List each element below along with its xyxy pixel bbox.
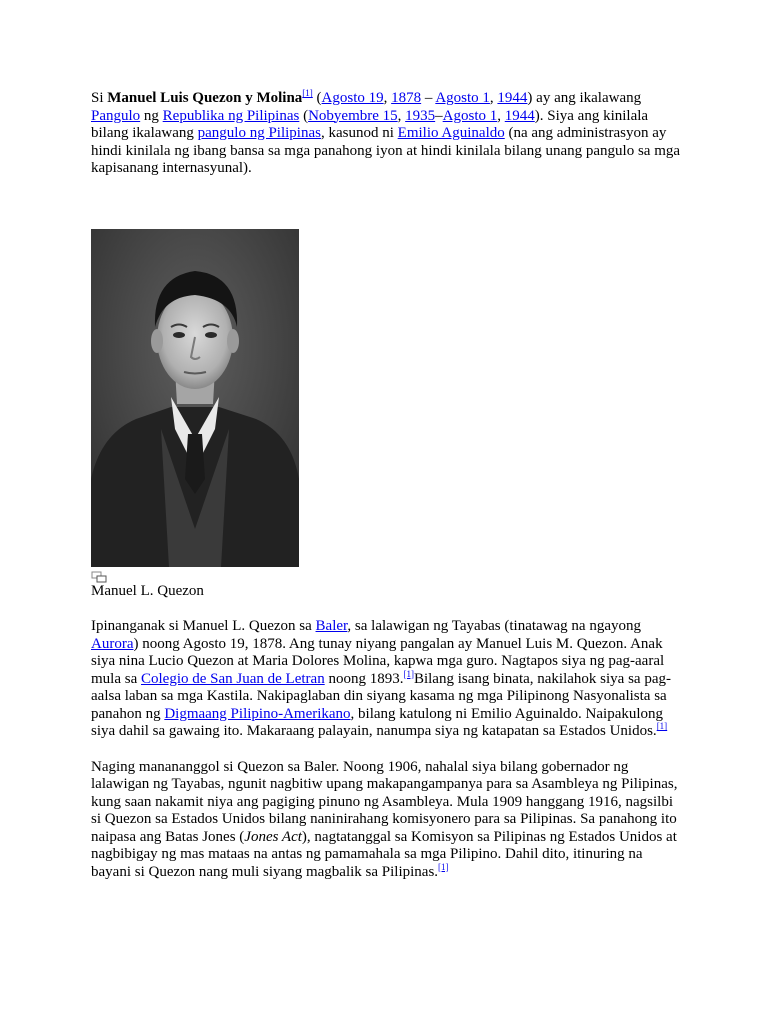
body-text: Ipinanganak si Manuel L. Quezon sa (91, 618, 316, 634)
body-text: , sa lalawigan ng Tayabas (tinatawag na ngayong (347, 618, 641, 634)
intro-text: , (383, 90, 392, 106)
intro-text: , kasunod ni (320, 125, 398, 141)
intro-text: – (421, 90, 436, 106)
intro-text: , (489, 90, 498, 106)
intro-text: , (497, 107, 505, 124)
intro-text: Si (91, 90, 108, 106)
intro-paragraph (91, 90, 681, 178)
jones-act-italic: Jones Act (244, 828, 302, 845)
link-agosto-1-b[interactable]: Agosto 1 (442, 107, 498, 124)
link-agosto-19[interactable]: Agosto 19 (321, 90, 384, 106)
intro-text: – (435, 107, 443, 124)
link-1944[interactable]: 1944 (497, 90, 528, 106)
portrait-figure (91, 229, 681, 601)
intro-text: , (397, 107, 406, 124)
intro-text: ng (140, 107, 163, 124)
biography-paragraph (91, 618, 681, 741)
intro-text: (na ang administrasyon ay hindi kinilala ng ibang bansa sa mga panahong iyon at hindi kinilala bilang unang pangulo sa mga kapisanang internasyunal). (91, 125, 681, 176)
intro-text: ( (299, 107, 309, 124)
link-1878[interactable]: 1878 (391, 90, 422, 106)
reference-link[interactable]: [1] (302, 88, 313, 98)
intro-text: ) ay ang ikalawang (527, 90, 642, 106)
reference-link[interactable]: [1] (656, 721, 668, 731)
body-text: , bilang katulong ni Emilio Aguinaldo. Naipakulong siya dahil sa gawaing ito. Makaraang palayain, nanumpa siya ng katapatan sa Estados Unidos. (91, 705, 664, 739)
link-1935[interactable]: 1935 (405, 107, 436, 124)
article-body (91, 90, 681, 881)
link-1944-b[interactable]: 1944 (504, 107, 535, 124)
link-agosto-1[interactable]: Agosto 1 (435, 90, 490, 106)
body-text: Bilang isang binata, nakilahok siya sa pag-aalsa laban sa mga Kastila. Nakipaglaban din siyang kasama ng mga Pilipinong Nasyonalista sa panahon ng (91, 670, 671, 722)
intro-text: ). Siya ang kinilala bilang ikalawang (91, 107, 649, 141)
link-baler[interactable]: Baler (315, 618, 348, 634)
link-pangulo[interactable]: Pangulo (91, 107, 141, 124)
link-nobyembre-15[interactable]: Nobyembre 15 (308, 107, 398, 124)
figure-caption: Manuel L. Quezon (91, 582, 204, 599)
body-text: Naging manananggol si Quezon sa Baler. Noong 1906, nahalal siya bilang gobernador ng lalawigan ng Tayabas, ngunit nagbitiw upang makapangampanya para sa Asambleya ng Pilipinas, kung saan nakamit niya ang pagiging pinuno ng Asambleya. Mula 1909 hanggang 1916, nagsilbi si Quezon sa Estados Unidos bilang naninirahang komisyonero para sa Pilipinas. Sa panahong ito naipasa ang Batas Jones ( (91, 758, 678, 845)
reference-link[interactable]: [1] (403, 668, 414, 679)
link-emilio-aguinaldo[interactable]: Emilio Aguinaldo (397, 125, 505, 141)
link-colegio-de-san-juan-de-letran[interactable]: Colegio de San Juan de Letran (141, 670, 325, 687)
portrait-photo[interactable] (91, 229, 299, 567)
enlarge-icon[interactable] (91, 571, 107, 583)
body-text: ), nagtatanggal sa Komisyon sa Pilipinas ng Estados Unidos at nagbibigay ng mas mataas na antas ng pamamahala sa mga Pilipino. Dahil dito, itinuring na bayani si Quezon nang muli siyang magbalik sa Pilipinas. (91, 828, 677, 880)
reference-link[interactable]: [1] (438, 861, 449, 872)
link-republika-ng-pilipinas[interactable]: Republika ng Pilipinas (162, 107, 300, 124)
subject-name: Manuel Luis Quezon y Molina (107, 90, 303, 106)
career-paragraph (91, 759, 681, 882)
intro-text: ( (312, 90, 322, 106)
body-text: noong 1893. (324, 670, 404, 687)
link-pangulo-ng-pilipinas[interactable]: pangulo ng Pilipinas (197, 125, 321, 141)
body-text: ) noong Agosto 19, 1878. Ang tunay niyang pangalan ay Manuel Luis M. Quezon. Anak siya nina Lucio Quezon at Maria Dolores Molina, kapwa mga guro. Nagtapos siya ng pag-aaral mula sa (91, 635, 665, 687)
link-digmaang-pilipino-amerikano[interactable]: Digmaang Pilipino-Amerikano (164, 705, 351, 722)
link-aurora[interactable]: Aurora (91, 635, 134, 652)
